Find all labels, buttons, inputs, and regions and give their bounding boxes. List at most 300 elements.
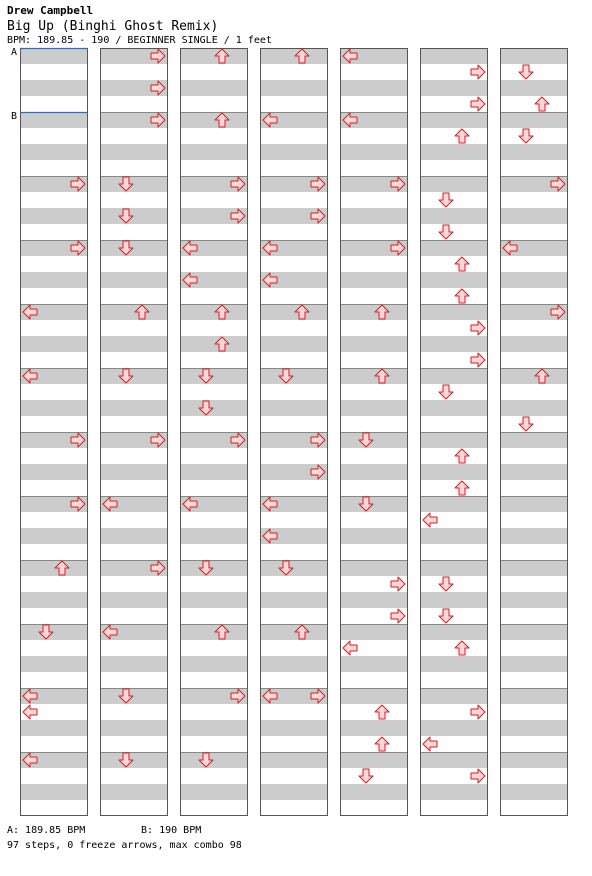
measure-stripe [340, 448, 408, 464]
measure-stripe [340, 656, 408, 672]
measure-stripe [20, 464, 88, 480]
measure-stripe [420, 608, 488, 624]
measure-stripe [340, 544, 408, 560]
measure-stripe [100, 336, 168, 352]
measure-stripe [20, 336, 88, 352]
measure-stripe [100, 704, 168, 720]
measure-stripe [420, 464, 488, 480]
measure-stripe [180, 768, 248, 784]
measure-stripe [500, 784, 568, 800]
measure-stripe [500, 432, 568, 448]
measure-stripe [420, 480, 488, 496]
measure-stripe [20, 256, 88, 272]
measure-stripe [180, 656, 248, 672]
measure-stripe [100, 688, 168, 704]
measure-stripe [340, 496, 408, 512]
measure-stripe [500, 752, 568, 768]
measure-stripe [100, 592, 168, 608]
measure-stripe [100, 240, 168, 256]
measure-stripe [500, 192, 568, 208]
measure-stripe [100, 288, 168, 304]
measure-stripe [260, 784, 328, 800]
measure-stripe [20, 544, 88, 560]
chart-column [260, 48, 328, 816]
measure-stripe [500, 496, 568, 512]
measure-stripe [500, 448, 568, 464]
measure-stripe [340, 784, 408, 800]
chart-column [100, 48, 168, 816]
measure-stripe [100, 304, 168, 320]
measure-stripe [340, 768, 408, 784]
measure-stripe [420, 528, 488, 544]
measure-stripe [20, 48, 88, 64]
measure-stripe [340, 736, 408, 752]
measure-stripe [420, 288, 488, 304]
measure-stripe [100, 640, 168, 656]
measure-stripe [20, 640, 88, 656]
measure-stripe [180, 96, 248, 112]
measure-stripe [500, 96, 568, 112]
measure-stripe [500, 736, 568, 752]
measure-stripe [100, 768, 168, 784]
measure-stripe [100, 400, 168, 416]
measure-stripe [100, 544, 168, 560]
measure-stripe [260, 752, 328, 768]
measure-stripe [260, 80, 328, 96]
measure-stripe [340, 624, 408, 640]
measure-stripe [420, 224, 488, 240]
measure-stripe [20, 672, 88, 688]
measure-stripe [260, 624, 328, 640]
measure-stripe [420, 592, 488, 608]
measure-stripe [20, 800, 88, 816]
measure-stripe [500, 368, 568, 384]
measure-stripe [260, 288, 328, 304]
measure-stripe [100, 720, 168, 736]
measure-stripe [260, 400, 328, 416]
measure-stripe [420, 256, 488, 272]
measure-stripe [180, 800, 248, 816]
measure-stripe [500, 576, 568, 592]
measure-stripe [20, 224, 88, 240]
measure-stripe [500, 640, 568, 656]
measure-stripe [260, 544, 328, 560]
measure-stripe [180, 624, 248, 640]
measure-stripe [500, 400, 568, 416]
bpm-legend-a: A: 189.85 BPM [7, 825, 86, 836]
measure-stripe [260, 800, 328, 816]
measure-stripe [340, 480, 408, 496]
measure-stripe [420, 624, 488, 640]
measure-stripe [500, 416, 568, 432]
measure-stripe [100, 736, 168, 752]
measure-stripe [420, 752, 488, 768]
measure-stripe [500, 224, 568, 240]
measure-stripe [260, 304, 328, 320]
measure-stripe [100, 528, 168, 544]
measure-stripe [340, 720, 408, 736]
measure-stripe [260, 144, 328, 160]
measure-stripe [100, 96, 168, 112]
measure-stripe [100, 800, 168, 816]
measure-stripe [340, 64, 408, 80]
measure-stripe [340, 384, 408, 400]
measure-stripe [100, 416, 168, 432]
measure-stripe [420, 304, 488, 320]
measure-stripe [500, 320, 568, 336]
measure-stripe [340, 160, 408, 176]
measure-stripe [340, 560, 408, 576]
measure-stripe [20, 320, 88, 336]
measure-stripe [420, 432, 488, 448]
measure-stripe [180, 448, 248, 464]
measure-stripe [260, 656, 328, 672]
measure-stripe [420, 400, 488, 416]
chart-column [180, 48, 248, 816]
measure-stripe [100, 256, 168, 272]
measure-stripe [260, 384, 328, 400]
measure-stripe [100, 352, 168, 368]
measure-stripe [260, 160, 328, 176]
measure-stripe [420, 208, 488, 224]
measure-stripe [180, 720, 248, 736]
bpm-marker-label: A [11, 47, 18, 58]
measure-stripe [20, 480, 88, 496]
measure-stripe [180, 608, 248, 624]
measure-stripe [20, 96, 88, 112]
measure-stripe [260, 640, 328, 656]
measure-stripe [180, 368, 248, 384]
measure-stripe [180, 480, 248, 496]
measure-stripe [180, 784, 248, 800]
measure-stripe [260, 576, 328, 592]
measure-stripe [500, 288, 568, 304]
measure-stripe [500, 688, 568, 704]
measure-stripe [340, 512, 408, 528]
measure-stripe [420, 144, 488, 160]
measure-stripe [420, 272, 488, 288]
measure-stripe [180, 400, 248, 416]
measure-stripe [500, 624, 568, 640]
measure-stripe [20, 656, 88, 672]
measure-stripe [340, 672, 408, 688]
measure-stripe [20, 160, 88, 176]
measure-stripe [260, 512, 328, 528]
measure-stripe [260, 192, 328, 208]
chart-column [20, 48, 88, 816]
measure-stripe [100, 448, 168, 464]
measure-stripe [500, 112, 568, 128]
measure-stripe [180, 144, 248, 160]
measure-stripe [500, 608, 568, 624]
measure-stripe [260, 736, 328, 752]
measure-stripe [20, 608, 88, 624]
measure-stripe [180, 304, 248, 320]
measure-stripe [20, 80, 88, 96]
measure-stripe [20, 528, 88, 544]
measure-stripe [420, 656, 488, 672]
measure-stripe [260, 768, 328, 784]
measure-stripe [20, 416, 88, 432]
measure-stripe [180, 384, 248, 400]
song-title: Big Up (Binghi Ghost Remix) [7, 19, 219, 34]
measure-stripe [180, 528, 248, 544]
measure-stripe [420, 720, 488, 736]
measure-stripe [20, 144, 88, 160]
measure-stripe [260, 256, 328, 272]
measure-stripe [340, 352, 408, 368]
measure-stripe [20, 736, 88, 752]
measure-stripe [420, 496, 488, 512]
measure-stripe [100, 368, 168, 384]
measure-stripe [340, 304, 408, 320]
measure-stripe [100, 752, 168, 768]
measure-stripe [500, 768, 568, 784]
measure-stripe [100, 64, 168, 80]
measure-stripe [180, 112, 248, 128]
measure-stripe [20, 560, 88, 576]
measure-stripe [500, 544, 568, 560]
measure-stripe [20, 784, 88, 800]
measure-stripe [500, 464, 568, 480]
chart-column [340, 48, 408, 816]
measure-stripe [260, 64, 328, 80]
measure-stripe [180, 704, 248, 720]
measure-stripe [420, 160, 488, 176]
measure-stripe [180, 640, 248, 656]
measure-stripe [340, 400, 408, 416]
measure-stripe [260, 352, 328, 368]
measure-stripe [420, 48, 488, 64]
measure-stripe [20, 592, 88, 608]
measure-stripe [20, 384, 88, 400]
measure-stripe [340, 208, 408, 224]
measure-stripe [420, 384, 488, 400]
measure-stripe [100, 576, 168, 592]
measure-stripe [420, 784, 488, 800]
measure-stripe [340, 320, 408, 336]
measure-stripe [100, 208, 168, 224]
measure-stripe [180, 592, 248, 608]
measure-stripe [340, 528, 408, 544]
measure-stripe [20, 208, 88, 224]
bpm-legend [7, 825, 201, 836]
measure-stripe [260, 224, 328, 240]
measure-stripe [340, 192, 408, 208]
measure-stripe [180, 672, 248, 688]
measure-stripe [420, 448, 488, 464]
measure-stripe [420, 112, 488, 128]
measure-stripe [100, 320, 168, 336]
measure-stripe [420, 640, 488, 656]
measure-stripe [500, 528, 568, 544]
measure-stripe [260, 448, 328, 464]
measure-stripe [420, 688, 488, 704]
measure-stripe [500, 272, 568, 288]
measure-stripe [20, 624, 88, 640]
artist-name: Drew Campbell [7, 4, 94, 17]
measure-stripe [100, 144, 168, 160]
measure-stripe [500, 256, 568, 272]
bpm-legend-b: B: 190 BPM [141, 825, 202, 836]
bpm-marker-label: B [11, 111, 18, 122]
measure-stripe [180, 128, 248, 144]
measure-stripe [260, 416, 328, 432]
measure-stripe [420, 576, 488, 592]
measure-stripe [260, 96, 328, 112]
measure-stripe [180, 224, 248, 240]
measure-stripe [100, 512, 168, 528]
measure-stripe [500, 592, 568, 608]
measure-stripe [100, 784, 168, 800]
measure-stripe [20, 192, 88, 208]
measure-stripe [420, 560, 488, 576]
measure-stripe [20, 720, 88, 736]
chart-info: BPM: 189.85 - 190 / BEGINNER SINGLE / 1 feet [7, 35, 272, 46]
measure-stripe [420, 800, 488, 816]
measure-stripe [340, 752, 408, 768]
measure-stripe [100, 192, 168, 208]
measure-stripe [260, 128, 328, 144]
measure-stripe [20, 272, 88, 288]
measure-stripe [420, 80, 488, 96]
measure-stripe [340, 704, 408, 720]
measure-stripe [20, 400, 88, 416]
measure-stripe [180, 512, 248, 528]
measure-stripe [100, 176, 168, 192]
measure-stripe [100, 464, 168, 480]
measure-stripe [500, 352, 568, 368]
measure-stripe [420, 128, 488, 144]
measure-stripe [500, 160, 568, 176]
measure-stripe [260, 320, 328, 336]
measure-stripe [180, 320, 248, 336]
measure-stripe [100, 272, 168, 288]
measure-stripe [340, 80, 408, 96]
measure-stripe [180, 256, 248, 272]
measure-stripe [340, 464, 408, 480]
measure-stripe [180, 288, 248, 304]
measure-stripe [500, 656, 568, 672]
measure-stripe [500, 48, 568, 64]
chart-column [500, 48, 568, 816]
measure-stripe [420, 672, 488, 688]
measure-stripe [20, 128, 88, 144]
measure-stripe [260, 480, 328, 496]
measure-stripe [180, 544, 248, 560]
measure-stripe [100, 160, 168, 176]
measure-stripe [180, 736, 248, 752]
measure-stripe [20, 576, 88, 592]
measure-stripe [260, 704, 328, 720]
measure-stripe [500, 800, 568, 816]
measure-stripe [340, 144, 408, 160]
measure-stripe [180, 752, 248, 768]
measure-stripe [20, 64, 88, 80]
measure-stripe [340, 272, 408, 288]
measure-stripe [180, 352, 248, 368]
measure-stripe [420, 192, 488, 208]
chart-column [420, 48, 488, 816]
measure-stripe [180, 160, 248, 176]
measure-stripe [500, 144, 568, 160]
measure-stripe [500, 384, 568, 400]
measure-stripe [500, 80, 568, 96]
measure-stripe [420, 176, 488, 192]
measure-stripe [340, 592, 408, 608]
measure-stripe [20, 448, 88, 464]
measure-stripe [100, 672, 168, 688]
measure-stripe [500, 208, 568, 224]
measure-stripe [340, 800, 408, 816]
measure-stripe [100, 128, 168, 144]
measure-stripe [340, 432, 408, 448]
measure-stripe [340, 688, 408, 704]
measure-stripe [180, 576, 248, 592]
measure-stripe [260, 368, 328, 384]
measure-stripe [100, 656, 168, 672]
measure-stripe [180, 192, 248, 208]
measure-stripe [500, 560, 568, 576]
measure-stripe [20, 512, 88, 528]
measure-stripe [340, 96, 408, 112]
measure-stripe [180, 416, 248, 432]
measure-stripe [180, 80, 248, 96]
measure-stripe [260, 672, 328, 688]
measure-stripe [420, 336, 488, 352]
measure-stripe [100, 608, 168, 624]
measure-stripe [340, 128, 408, 144]
measure-stripe [420, 368, 488, 384]
measure-stripe [180, 64, 248, 80]
measure-stripe [500, 480, 568, 496]
measure-stripe [340, 368, 408, 384]
measure-stripe [340, 416, 408, 432]
measure-stripe [100, 480, 168, 496]
measure-stripe [20, 112, 88, 128]
measure-stripe [420, 416, 488, 432]
measure-stripe [260, 592, 328, 608]
measure-stripe [180, 464, 248, 480]
measure-stripe [180, 560, 248, 576]
measure-stripe [260, 560, 328, 576]
measure-stripe [500, 64, 568, 80]
measure-stripe [100, 384, 168, 400]
measure-stripe [180, 336, 248, 352]
measure-stripe [500, 672, 568, 688]
measure-stripe [260, 336, 328, 352]
measure-stripe [20, 288, 88, 304]
measure-stripe [180, 48, 248, 64]
measure-stripe [20, 352, 88, 368]
measure-stripe [500, 128, 568, 144]
measure-stripe [420, 544, 488, 560]
measure-stripe [340, 288, 408, 304]
measure-stripe [500, 720, 568, 736]
measure-stripe [500, 704, 568, 720]
measure-stripe [260, 48, 328, 64]
measure-stripe [20, 768, 88, 784]
measure-stripe [500, 336, 568, 352]
measure-stripe [340, 224, 408, 240]
measure-stripe [340, 256, 408, 272]
step-stats: 97 steps, 0 freeze arrows, max combo 98 [7, 840, 242, 851]
measure-stripe [260, 720, 328, 736]
measure-stripe [340, 336, 408, 352]
measure-stripe [100, 224, 168, 240]
measure-stripe [500, 512, 568, 528]
measure-stripe [260, 608, 328, 624]
